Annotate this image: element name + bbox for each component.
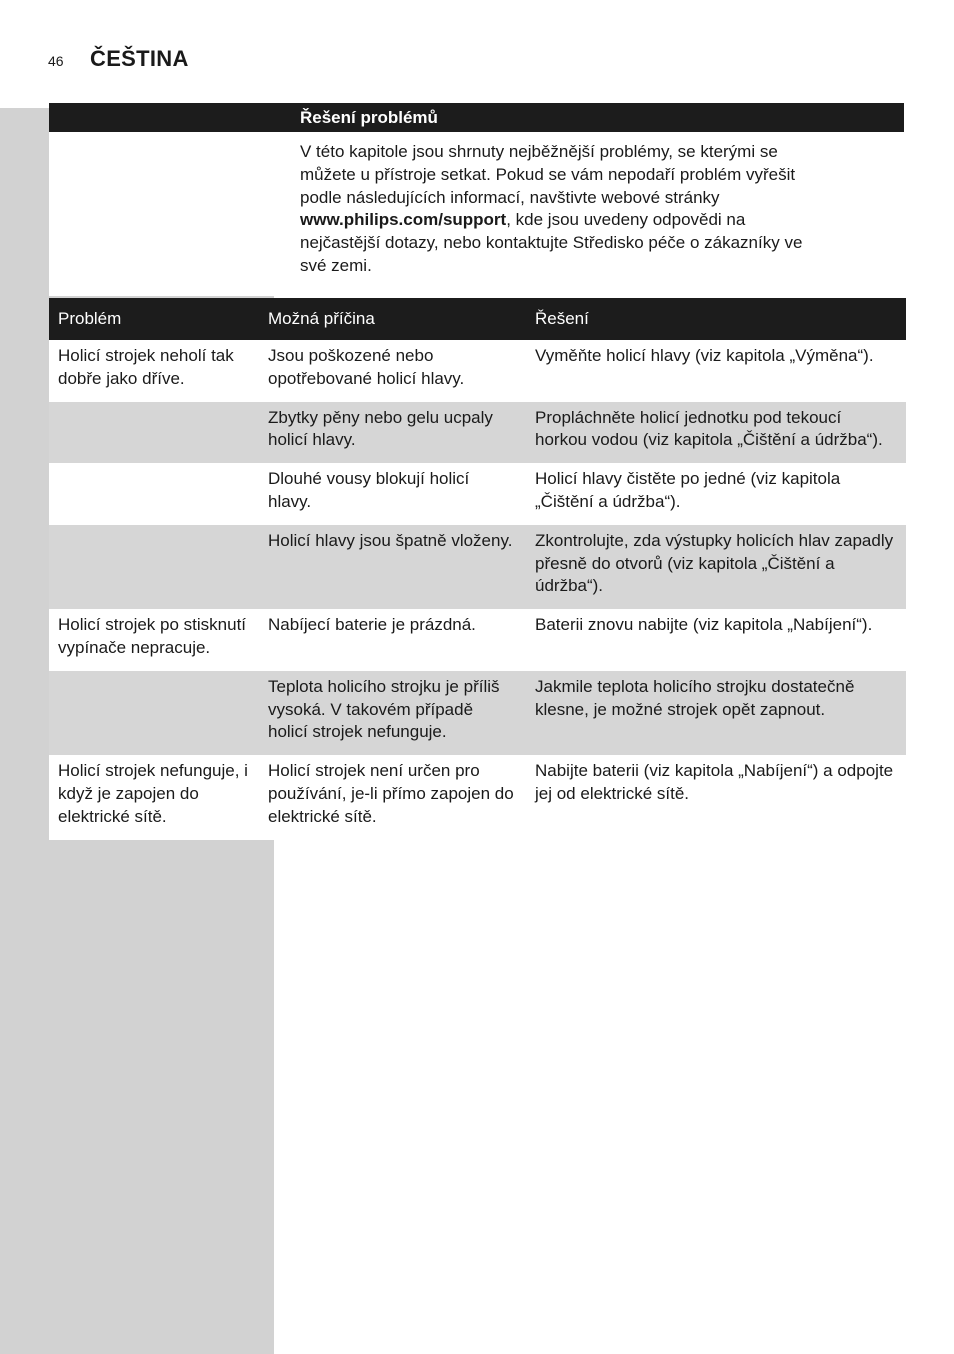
intro-paragraph xyxy=(300,141,820,278)
section-header-bar xyxy=(49,103,904,132)
problem-cell xyxy=(49,463,259,525)
table-row xyxy=(49,402,906,464)
solution-cell: Zkontrolujte, zda výstupky holicích hlav zapadly přesně do otvorů (viz kapitola „Čištění a údržba“). xyxy=(526,525,906,609)
solution-cell: Jakmile teplota holicího strojku dostatečně klesne, je možné strojek opět zapnout. xyxy=(526,671,906,755)
table-row xyxy=(49,755,906,839)
page-number: 46 xyxy=(48,53,64,69)
troubleshooting-table xyxy=(49,298,906,840)
support-link[interactable]: www.philips.com/support xyxy=(300,210,507,230)
problem-cell: Holicí strojek nefunguje, i když je zapojen do elektrické sítě. xyxy=(49,755,259,839)
language-heading: ČEŠTINA xyxy=(90,46,189,71)
solution-cell: Propláchněte holicí jednotku pod tekoucí horkou vodou (viz kapitola „Čištění a údržba“). xyxy=(526,402,906,464)
problem-cell xyxy=(49,402,259,464)
intro-left-panel xyxy=(49,132,274,296)
table-row xyxy=(49,671,906,755)
cause-cell: Zbytky pěny nebo gelu ucpaly holicí hlavy. xyxy=(259,402,526,464)
solution-cell: Vyměňte holicí hlavy (viz kapitola „Výměna“). xyxy=(526,340,906,402)
solution-cell: Nabijte baterii (viz kapitola „Nabíjení“) a odpojte jej od elektrické sítě. xyxy=(526,755,906,839)
column-header-problem: Problém xyxy=(49,298,259,340)
cause-cell: Teplota holicího strojku je příliš vysoká. V takovém případě holicí strojek nefunguje. xyxy=(259,671,526,755)
column-header-cause: Možná příčina xyxy=(259,298,526,340)
table-row xyxy=(49,525,906,609)
solution-cell: Baterii znovu nabijte (viz kapitola „Nabíjení“). xyxy=(526,609,906,671)
problem-cell xyxy=(49,525,259,609)
solution-cell: Holicí hlavy čistěte po jedné (viz kapitola „Čištění a údržba“). xyxy=(526,463,906,525)
intro-text-before: V této kapitole jsou shrnuty nejběžnější problémy, se kterými se můžete u přístroje setkat. Pokud se vám nepodaří problém vyřešit podle následujících informací, navštivte webové stránky xyxy=(300,142,796,207)
table-header-row xyxy=(49,298,906,340)
section-title: Řešení problémů xyxy=(300,108,438,127)
table-row xyxy=(49,340,906,402)
table-row xyxy=(49,609,906,671)
cause-cell: Dlouhé vousy blokují holicí hlavy. xyxy=(259,463,526,525)
cause-cell: Nabíjecí baterie je prázdná. xyxy=(259,609,526,671)
cause-cell: Jsou poškozené nebo opotřebované holicí hlavy. xyxy=(259,340,526,402)
problem-cell: Holicí strojek neholí tak dobře jako dříve. xyxy=(49,340,259,402)
cause-cell: Holicí hlavy jsou špatně vloženy. xyxy=(259,525,526,609)
intro-text-after: , kde jsou uvedeny odpovědi na nejčastější dotazy, nebo kontaktujte Středisko péče o zákazníky ve své zemi. xyxy=(300,210,803,275)
problem-cell xyxy=(49,671,259,755)
cause-cell: Holicí strojek není určen pro používání, je-li přímo zapojen do elektrické sítě. xyxy=(259,755,526,839)
column-header-solution: Řešení xyxy=(526,298,906,340)
table-row xyxy=(49,463,906,525)
problem-cell: Holicí strojek po stisknutí vypínače nepracuje. xyxy=(49,609,259,671)
